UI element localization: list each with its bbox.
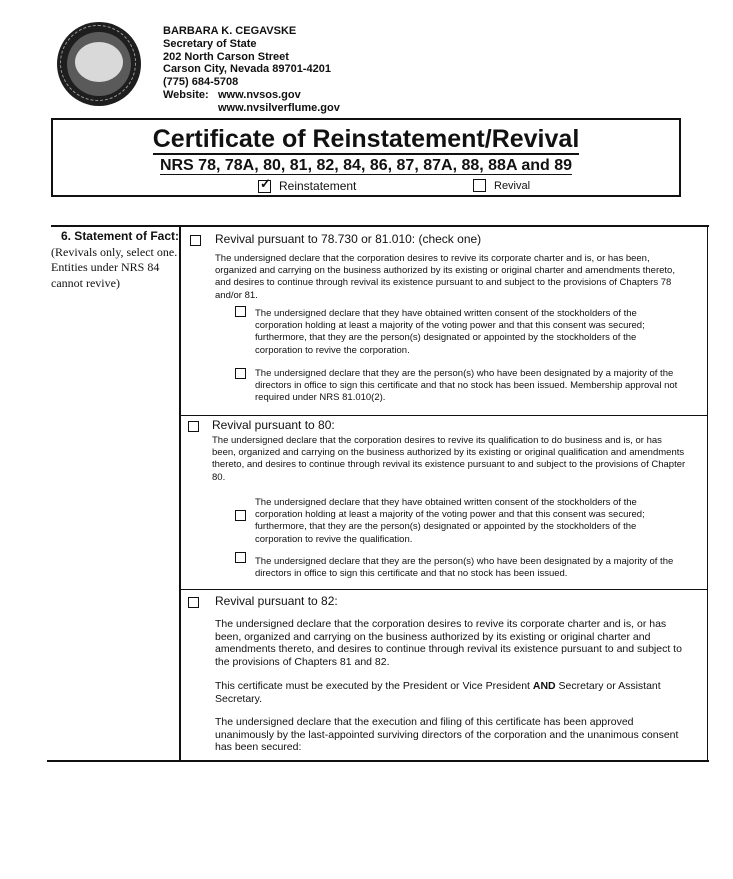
form-title: Certificate of Reinstatement/Revival (152, 125, 580, 153)
section-78-option-2-checkbox[interactable] (235, 368, 246, 379)
section-78-heading: Revival pursuant to 78.730 or 81.010: (check one) (215, 232, 482, 246)
table-top-border (51, 225, 709, 227)
state-seal (57, 22, 141, 106)
section-82-heading: Revival pursuant to 82: (215, 594, 338, 608)
title-box (51, 118, 681, 197)
revival-checkbox[interactable] (473, 179, 486, 192)
section-78-option-1-checkbox[interactable] (235, 306, 246, 317)
table-right-border (707, 227, 708, 761)
section-78-option-2-text: The undersigned declare that they are the person(s) who have been designated by a majority of the directors in office to sign this certificate and that no stock has been issued. Membership approval not required under NRS 81.010(2). (255, 368, 678, 404)
seal-emblem (75, 42, 123, 82)
section-78-option-1-text: The undersigned declare that they have obtained written consent of the stockholders of the corporation holding at least a majority of the voting power and that this consent was secured; furthermore, that they are the person(s) designated or appointed by the stockholders of the corporation to revive the corporation. (255, 308, 645, 356)
section-divider-1 (180, 415, 708, 416)
revival-82-checkbox[interactable] (188, 597, 199, 608)
section-80-heading: Revival pursuant to 80: (212, 418, 335, 432)
check-mark-icon: ✓ (260, 175, 271, 191)
city-address: Carson City, Nevada 89701-4201 (163, 63, 331, 76)
revival-option[interactable] (473, 179, 530, 192)
reinstatement-checkbox[interactable] (258, 175, 271, 193)
section-80-option-1-checkbox[interactable] (235, 510, 246, 521)
statement-of-fact-label (51, 229, 179, 291)
website-link-2[interactable]: www.nvsilverflume.gov (218, 101, 340, 114)
form-subtitle: NRS 78, 78A, 80, 81, 82, 84, 86, 87, 87A, 88, 88A and 89 (159, 157, 573, 174)
statement-note: (Revivals only, select one. Entities under NRS 84 cannot revive) (51, 244, 178, 290)
section-80-option-2-text: The undersigned declare that they are the person(s) who have been designated by a majority of the directors in office to sign this certificate and that no stock has been issued. (255, 556, 674, 580)
website-label: Website: (163, 88, 209, 101)
section-82-execution-note: This certificate must be executed by the President or Vice President AND Secretary or Assistant Secretary. (215, 680, 661, 705)
revival-80-checkbox[interactable] (188, 421, 199, 432)
section-82-body: The undersigned declare that the corporation desires to revive its corporate charter and is, or has been, organized and carrying on the business authorized by its existing or original charter and amendments thereto, and desires to continue through revival its existence pursuant to and subject to the provisions of Chapters 81 and 82. (215, 618, 682, 668)
section-82-approval-text: The undersigned declare that the execution and filing of this certificate has been approved unanimously by the last-appointed surviving directors of the corporation and the unanimous consent has been secured: (215, 716, 679, 754)
office-address (163, 25, 340, 115)
table-column-divider (179, 227, 181, 761)
section-80-option-2-checkbox[interactable] (235, 552, 246, 563)
revival-label: Revival (494, 179, 531, 192)
website-link-1[interactable]: www.nvsos.gov (218, 88, 301, 101)
secretary-name: BARBARA K. CEGAVSKE (163, 25, 297, 37)
reinstatement-label: Reinstatement (279, 179, 357, 193)
office-title: Secretary of State (163, 37, 257, 50)
revival-78-checkbox[interactable] (190, 235, 201, 246)
seal-inner (67, 32, 131, 96)
section-80-option-1-text: The undersigned declare that they have obtained written consent of the stockholders of the corporation holding at least a majority of the voting power and that this consent was secured; furthermore, that they are the person(s) designated or appointed by the stockholders of the corporation to revive the qualification. (255, 497, 645, 545)
table-bottom-border (47, 760, 709, 762)
section-80-body: The undersigned declare that the corporation desires to revive its qualification to do business and is, or has been, organized and carrying on the business authorized by its existing or original qualification and amendments thereto, and desires to continue through revival its existence pursuant to and subject to the provisions of Chapter 80. (212, 435, 686, 483)
phone-number: (775) 684-5708 (163, 76, 239, 89)
street-address: 202 North Carson Street (163, 50, 289, 63)
reinstatement-option[interactable] (258, 175, 357, 193)
section-divider-2 (180, 589, 708, 590)
section-78-body: The undersigned declare that the corporation desires to revive its corporate charter and is, or has been, organized and carrying on the business authorized by its existing or original charter and amendments thereto, and desires to continue through revival its existence pursuant to and subject to the provisions of Chapters 78 and/or 81. (215, 253, 675, 301)
statement-heading: 6. Statement of Fact: (60, 229, 179, 243)
